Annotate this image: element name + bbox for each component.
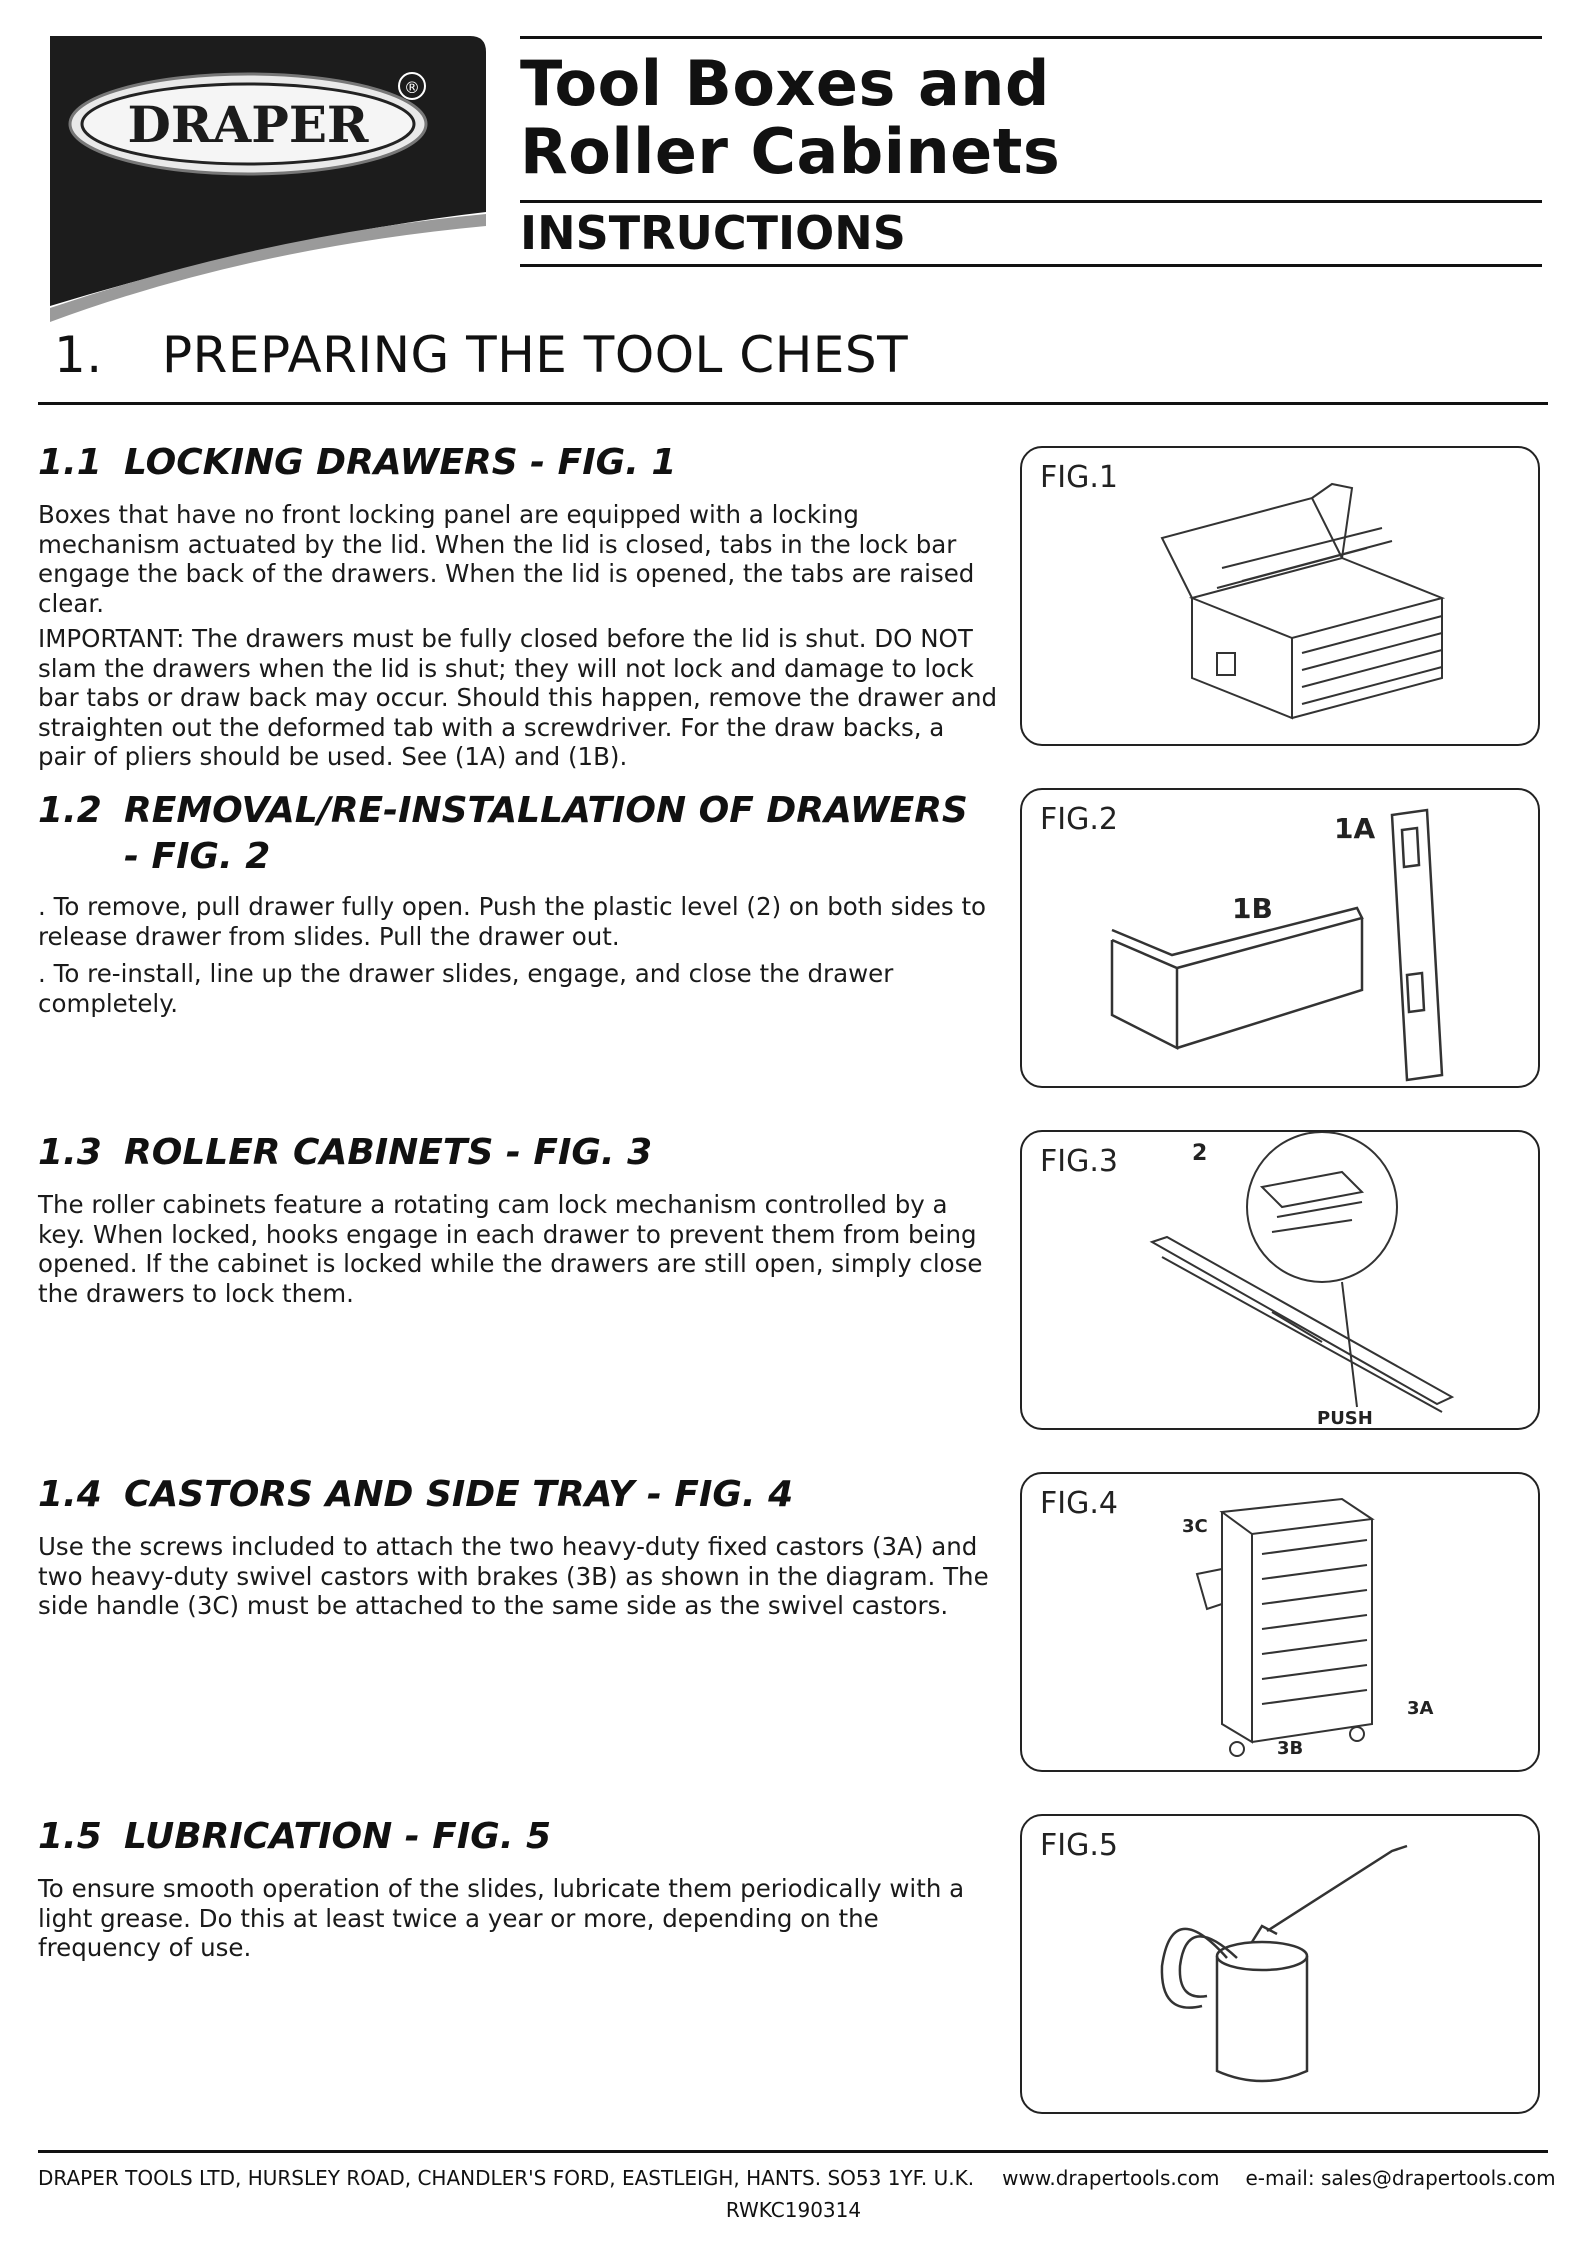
title-line-1: Tool Boxes and xyxy=(520,47,1050,120)
roller-cabinet-illustration xyxy=(1022,1474,1542,1774)
callout-push: PUSH xyxy=(1317,1408,1373,1429)
figure-label: FIG.1 xyxy=(1040,460,1118,495)
figure-label: FIG.4 xyxy=(1040,1486,1118,1521)
callout-1b: 1B xyxy=(1232,892,1273,925)
subsection-1-4-text xyxy=(38,1532,998,1627)
callout-3c: 3C xyxy=(1182,1516,1208,1537)
paragraph: Boxes that have no front locking panel are equipped with a locking mechanism actuated by the lid. When the lid is closed, tabs in the lock bar engage the back of the drawers. When the lid is opened, the tabs are raised clear. xyxy=(38,500,975,618)
document-code: RWKC190314 xyxy=(725,2198,862,2222)
subsection-1-3-title: 1.3 ROLLER CABINETS - FIG. 3 xyxy=(38,1132,653,1173)
footer-address: DRAPER TOOLS LTD, HURSLEY ROAD, CHANDLER'S FORD, EASTLEIGH, HANTS. SO53 1YF. U.K. xyxy=(38,2166,975,2190)
section-number: 1. xyxy=(54,326,103,384)
section-title xyxy=(54,326,908,384)
paragraph: To ensure smooth operation of the slides, lubricate them periodically with a light grease. Do this at least twice a year or more, depending on the frequency of use. xyxy=(38,1874,965,1962)
figure-1 xyxy=(1020,446,1540,746)
subsection-1-5-text xyxy=(38,1874,998,1969)
paragraph: . To re-install, line up the drawer slides, engage, and close the drawer completely. xyxy=(38,959,894,1018)
brand-name: DRAPER xyxy=(127,95,369,154)
footer-contact xyxy=(38,2166,1556,2190)
oil-can-illustration xyxy=(1022,1816,1542,2116)
tool-chest-illustration xyxy=(1022,448,1542,748)
drawer-slide-illustration xyxy=(1022,1132,1542,1432)
figure-5 xyxy=(1020,1814,1540,2114)
subsection-1-5-title: 1.5 LUBRICATION - FIG. 5 xyxy=(38,1816,552,1857)
paragraph: The roller cabinets feature a rotating cam lock mechanism controlled by a key. When locked, hooks engage in each drawer to prevent them from being opened. If the cabinet is locked while the drawers are still open, simply close the drawers to lock them. xyxy=(38,1190,983,1308)
registered-mark: ® xyxy=(404,78,420,97)
callout-3a: 3A xyxy=(1407,1698,1434,1719)
figure-label: FIG.2 xyxy=(1040,802,1118,837)
figure-4 xyxy=(1020,1472,1540,1772)
draper-logo xyxy=(50,36,486,322)
figure-label: FIG.5 xyxy=(1040,1828,1118,1863)
subsection-1-4-title: 1.4 CASTORS AND SIDE TRAY - FIG. 4 xyxy=(38,1474,794,1515)
paragraph: IMPORTANT: The drawers must be fully closed before the lid is shut. DO NOT slam the drawers when the lid is shut; they will not lock and damage to lock bar tabs or draw back may occur. Should this happen, remove the drawer and straighten out the deformed tab with a screwdriver. For the draw backs, a pair of pliers should be used. See (1A) and (1B). xyxy=(38,624,998,771)
callout-1a: 1A xyxy=(1334,812,1376,845)
subsection-1-1-text xyxy=(38,500,998,778)
figure-label: FIG.3 xyxy=(1040,1144,1118,1179)
document-title xyxy=(520,47,1061,188)
figure-2 xyxy=(1020,788,1540,1088)
document-subtitle: INSTRUCTIONS xyxy=(520,206,906,260)
subsection-1-1-title: 1.1 LOCKING DRAWERS - FIG. 1 xyxy=(38,442,677,483)
title-line-2: Roller Cabinets xyxy=(520,115,1061,188)
figure-3 xyxy=(1020,1130,1540,1430)
subsection-1-2-title: 1.2 REMOVAL/RE-INSTALLATION OF DRAWERS - FIG. 2 xyxy=(38,790,968,877)
subsection-1-2-text xyxy=(38,892,998,1024)
paragraph: Use the screws included to attach the two heavy-duty fixed castors (3A) and two heavy-duty swivel castors with brakes (3B) as shown in the diagram. The side handle (3C) must be attached to the same side as the swivel castors. xyxy=(38,1532,989,1620)
callout-3b: 3B xyxy=(1277,1738,1304,1759)
footer-email[interactable]: e-mail: sales@drapertools.com xyxy=(1245,2166,1556,2190)
footer-divider xyxy=(38,2150,1548,2153)
subsection-1-3-text xyxy=(38,1190,998,1314)
section-heading: PREPARING THE TOOL CHEST xyxy=(162,326,909,384)
drawer-back-illustration xyxy=(1022,790,1542,1090)
section-divider xyxy=(38,402,1548,405)
footer-website[interactable]: www.drapertools.com xyxy=(1002,2166,1220,2190)
paragraph: . To remove, pull drawer fully open. Push the plastic level (2) on both sides to release drawer from slides. Pull the drawer out. xyxy=(38,892,987,951)
callout-2: 2 xyxy=(1192,1141,1208,1166)
